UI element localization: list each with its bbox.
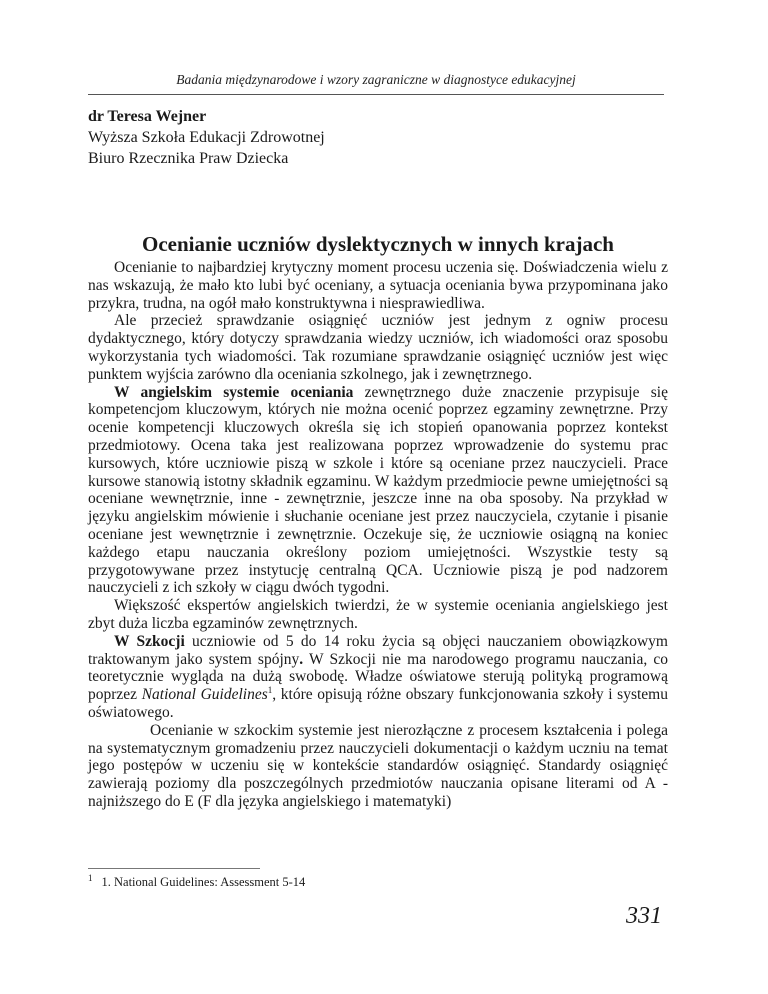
paragraph-5-text-b: W Szkocji nie ma narodowego programu nauczania, co teoretycznie wygląda na dużą swobodę. Władze oświatowe sterują polityką programową poprzez bbox=[88, 650, 668, 704]
paragraph-5 bbox=[88, 633, 668, 722]
footnote-mark: 1 bbox=[88, 873, 93, 883]
page-number: 331 bbox=[626, 903, 662, 929]
author-affiliation-2: Biuro Rzecznika Praw Dziecka bbox=[88, 150, 289, 167]
article-title: Ocenianie uczniów dyslektycznych w innych krajach bbox=[142, 232, 614, 256]
author-affiliation-1: Wyższa Szkoła Edukacji Zdrowotnej bbox=[88, 129, 325, 146]
paragraph-6: Ocenianie w szkockim systemie jest nierozłączne z procesem kształcenia i polega na systematycznym gromadzeniu przez nauczycieli dokumentacji o każdym uczniu na temat jego postępów w uczeniu się w kontekście standardów osiągnięć. Standardy osiągnięć zawierają poziomy dla poszczególnych przedmiotów nauczania opisane literami od A - najniższego do E (F dla języka angielskiego i matematyki) bbox=[88, 721, 668, 810]
footnote-reference: 1 bbox=[267, 684, 273, 695]
paragraph-4: Większość ekspertów angielskich twierdzi, że w systemie oceniania angielskiego jest zbyt duża liczba egzaminów zewnętrznych. bbox=[88, 597, 668, 632]
footnote-text: 1. National Guidelines: Assessment 5-14 bbox=[101, 875, 306, 890]
author-block bbox=[88, 106, 668, 169]
header-rule bbox=[88, 94, 664, 95]
footnote-rule bbox=[88, 868, 260, 869]
article-body bbox=[88, 259, 668, 811]
paragraph-3-text: zewnętrznego duże znaczenie przypisuje się kompetencjom kluczowym, których nie można ocenić poprzez egzaminy zewnętrzne. Przy ocenie kompetencji kluczowych określa się ich stopień opanowania poprzez kontekst przedmiotowy. Ocena taka jest realizowana poprzez wprowadzenie do systemu prac kursowych, które uczniowie piszą w szkole i które są oceniane przez nauczycieli. Prace kursowe stanowią istotny składnik egzaminu. W każdym przedmiocie pewne umiejętności są oceniane wewnętrznie, inne - zewnętrznie, jeszcze inne na oba sposoby. Na przykład w języku angielskim mówienie i słuchanie oceniane jest przez nauczyciela, czytanie i pisanie oceniane jest wewnętrznie i zewnętrznie. Oczekuje się, że uczniowie osiągną na koniec każdego etapu nauczania określony poziom umiejętności. Wszystkie testy są przygotowywane przez instytucję centralną QCA. Uczniowie piszą je pod nadzorem nauczycieli z ich szkoły w ciągu dwóch tygodni. bbox=[88, 383, 668, 597]
paragraph-1: Ocenianie to najbardziej krytyczny moment procesu uczenia się. Doświadczenia wielu z nas wskazują, że mało kto lubi być oceniany, a sytuacja oceniania bywa przypominana jako przykra, trudna, na ogół mało konstruktywna i niesprawiedliwa. bbox=[88, 259, 668, 312]
paragraph-5-text-a: uczniowie od 5 do 14 roku życia są objęci nauczaniem obowiązkowym traktowanym jako system spójny bbox=[88, 632, 668, 668]
paragraph-5-lead: W Szkocji bbox=[114, 632, 185, 650]
paragraph-5-text-c: , które opisują różne obszary funkcjonowania szkoły i systemu oświatowego. bbox=[88, 686, 668, 721]
footnote bbox=[88, 873, 305, 890]
paragraph-3-lead: W angielskim systemie oceniania bbox=[114, 383, 354, 401]
author-name: dr Teresa Wejner bbox=[88, 108, 207, 125]
paragraph-5-italic: National Guidelines bbox=[141, 686, 268, 704]
paragraph-2: Ale przecież sprawdzanie osiągnięć uczniów jest jednym z ogniw procesu dydaktycznego, który dotyczy sprawdzania wiedzy uczniów, ich wiadomości oraz sposobu wykorzystania tych wiadomości. Tak rozumiane sprawdzanie osiągnięć uczniów jest więc punktem wyjścia zarówno dla oceniania szkolnego, jak i zewnętrznego. bbox=[88, 312, 668, 383]
running-header: Badania międzynarodowe i wzory zagraniczne w diagnostyce edukacyjnej bbox=[176, 72, 576, 87]
paragraph-5-dot: . bbox=[299, 650, 304, 668]
paragraph-3 bbox=[88, 384, 668, 598]
